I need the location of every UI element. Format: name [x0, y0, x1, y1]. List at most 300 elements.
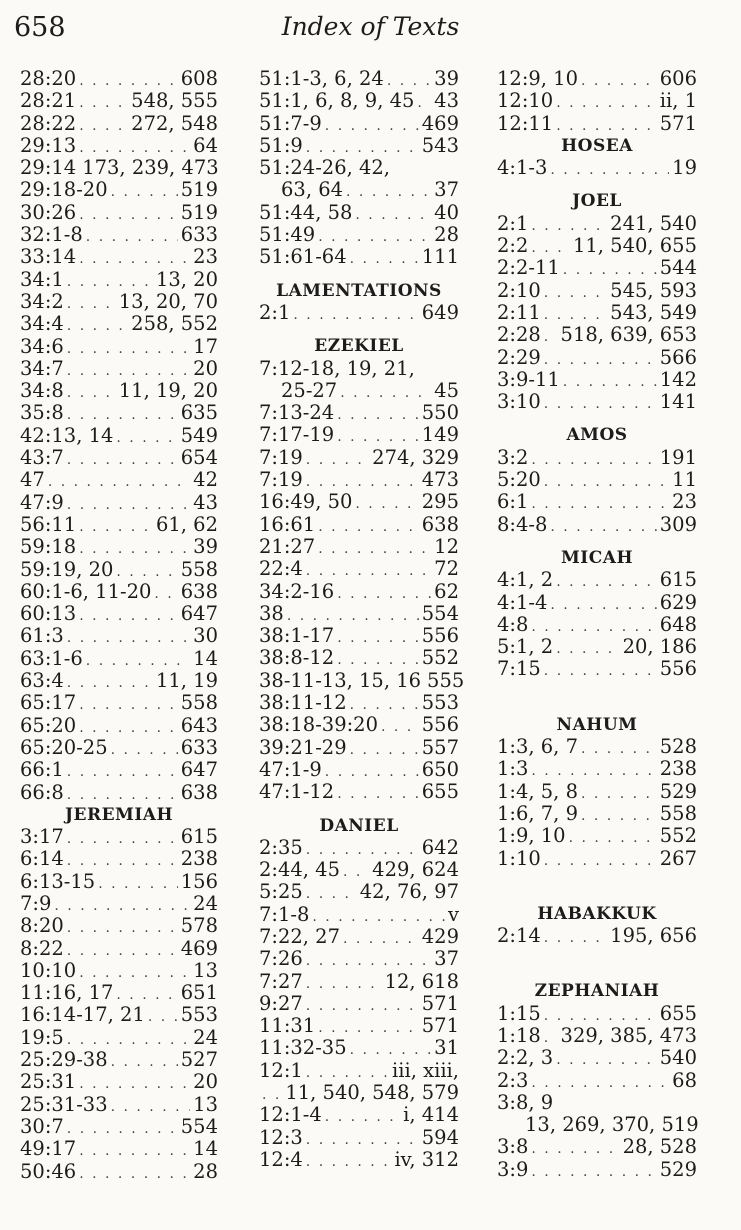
dot-leader	[79, 1140, 190, 1162]
page-references: 23	[672, 490, 697, 514]
book-heading: LAMENTATIONS	[276, 280, 442, 301]
verse-reference: 16:14-17, 21	[20, 1003, 145, 1027]
verse-reference: 8:20	[20, 914, 64, 938]
index-entry	[259, 224, 459, 246]
index-entry	[497, 569, 697, 591]
page-references: 650	[421, 757, 459, 781]
index-entry	[20, 1094, 218, 1116]
index-entry	[259, 558, 459, 580]
verse-reference: 1:3	[497, 757, 529, 781]
dot-leader	[531, 1138, 619, 1160]
page-references: 149	[421, 423, 459, 447]
index-entry	[20, 447, 218, 469]
page-references: 558	[180, 691, 218, 715]
verse-reference: 1:18	[497, 1023, 541, 1047]
page-references: 543	[421, 133, 459, 157]
page-references: 594	[421, 1125, 459, 1149]
section-spacer	[497, 681, 697, 714]
index-entry	[20, 625, 218, 647]
dot-leader	[67, 784, 178, 806]
verse-reference: 51:24-26, 42,	[259, 156, 391, 180]
verse-reference: 2:14	[497, 924, 541, 948]
page-references: 142	[659, 367, 697, 391]
index-entry	[20, 960, 218, 982]
index-entry	[497, 302, 697, 324]
page-references: 39	[434, 67, 459, 90]
page-references: 557	[421, 735, 459, 759]
page-references: 11, 19	[155, 669, 218, 693]
verse-reference: 51:7-9	[259, 111, 322, 135]
book-heading: JEREMIAH	[64, 804, 174, 825]
page-references: 37	[434, 947, 459, 971]
index-entry	[497, 491, 697, 513]
index-entry	[259, 68, 459, 90]
page-references: 12	[434, 534, 459, 558]
verse-reference: 51:1, 6, 8, 9, 45	[259, 89, 415, 113]
page-references: 267	[659, 846, 697, 870]
verse-reference: 47	[20, 468, 45, 492]
index-entry	[259, 625, 459, 647]
index-entry	[497, 1003, 697, 1025]
page-references: 429	[421, 924, 459, 948]
dot-leader	[111, 739, 178, 761]
verse-reference: 28:20	[20, 67, 77, 90]
page-references: 655	[659, 1001, 697, 1025]
verse-reference: 5:1, 2	[497, 635, 554, 659]
index-entry	[20, 759, 218, 781]
page-references: 14	[193, 1137, 218, 1161]
page-references: 528	[659, 735, 697, 759]
verse-reference: 2:28	[497, 323, 541, 347]
index-entry	[259, 135, 459, 157]
dot-leader	[544, 326, 558, 348]
verse-reference: 7:26	[259, 947, 303, 971]
dot-leader	[306, 973, 382, 995]
page-references: 473	[421, 468, 459, 492]
verse-reference: 7:9	[20, 891, 52, 915]
dot-leader	[531, 493, 669, 515]
page-references: 649	[421, 300, 459, 324]
page-references: 45	[434, 378, 459, 402]
book-heading: MICAH	[560, 547, 634, 568]
index-entry	[20, 179, 218, 201]
verse-reference: 3:9	[497, 1157, 529, 1181]
page-references: 629	[659, 590, 697, 614]
page-references: 23	[193, 245, 218, 269]
page-references: 527	[180, 1048, 218, 1072]
dot-leader	[67, 627, 190, 649]
verse-reference: 66:1	[20, 758, 64, 782]
index-entry	[259, 581, 459, 603]
verse-reference: 66:8	[20, 780, 64, 804]
index-entry	[20, 915, 218, 937]
index-entry	[497, 825, 697, 847]
index-entry	[497, 592, 697, 614]
index-entry	[20, 157, 218, 179]
verse-reference: 1:3, 6, 7	[497, 735, 578, 759]
verse-reference: 2:2	[497, 234, 529, 258]
index-entry	[497, 347, 697, 369]
page-references: 553	[180, 1003, 218, 1027]
index-entry	[20, 358, 218, 380]
verse-reference: 6:13-15	[20, 869, 96, 893]
index-entry	[497, 113, 697, 135]
index-entry	[259, 380, 459, 402]
page-references: 329, 385, 473	[560, 1023, 697, 1047]
page-references: 13, 269, 370, 519	[525, 1113, 699, 1137]
page-references: 556	[421, 624, 459, 648]
verse-reference: 4:1-3	[497, 156, 548, 180]
index-entry	[497, 235, 697, 257]
page-references: 429, 624	[372, 858, 459, 882]
verse-reference: 6:1	[497, 490, 529, 514]
index-entry	[259, 1104, 459, 1126]
index-entry	[497, 257, 697, 279]
dot-leader	[67, 761, 178, 783]
dot-leader	[325, 761, 419, 783]
index-entry	[20, 1116, 218, 1138]
verse-reference: 47:1-12	[259, 780, 335, 804]
verse-reference: 12:1-4	[259, 1103, 322, 1127]
index-entry	[259, 1149, 459, 1171]
page-references: 651	[180, 981, 218, 1005]
page-number: 658	[14, 12, 66, 43]
verse-reference: 7:27	[259, 969, 303, 993]
verse-reference: 5:25	[259, 880, 303, 904]
verse-reference: 29:14	[20, 156, 77, 180]
index-entry	[259, 647, 459, 669]
page-references: 11, 540, 548, 579	[285, 1081, 459, 1105]
verse-reference: 47:9	[20, 490, 64, 514]
dot-leader	[306, 995, 419, 1017]
dot-leader	[531, 449, 656, 471]
page-references: 608	[180, 67, 218, 90]
dot-leader	[79, 1163, 190, 1185]
dot-leader	[111, 1096, 191, 1118]
index-entry	[259, 1082, 459, 1104]
index-entry	[497, 280, 697, 302]
page-references: 558	[180, 557, 218, 581]
index-entry	[259, 246, 459, 268]
index-entry	[259, 1060, 459, 1082]
page-references: 24	[193, 1025, 218, 1049]
index-entry	[20, 113, 218, 135]
page-references: 72	[434, 557, 459, 581]
page-references: 274, 329	[372, 445, 459, 469]
page-references: 552	[421, 646, 459, 670]
page-references: 635	[180, 401, 218, 425]
dot-leader	[67, 338, 190, 360]
index-entry	[259, 90, 459, 112]
index-entry	[20, 938, 218, 960]
verse-reference: 34:7	[20, 356, 64, 380]
page-references: 42	[193, 468, 218, 492]
page-references: 272, 548	[131, 111, 218, 135]
index-entry	[259, 759, 459, 781]
page-references: 543, 549	[610, 300, 697, 324]
index-column-1	[20, 68, 218, 1183]
page-references: 43	[434, 89, 459, 113]
verse-reference: 1:9, 10	[497, 824, 566, 848]
dot-leader	[544, 850, 657, 872]
dot-leader	[306, 883, 357, 905]
index-entry	[259, 402, 459, 424]
index-entry	[259, 469, 459, 491]
page-references: 20	[193, 1070, 218, 1094]
page-references: 566	[659, 345, 697, 369]
book-heading: NAHUM	[556, 714, 638, 735]
dot-leader	[67, 940, 178, 962]
index-entry	[259, 993, 459, 1015]
dot-leader	[343, 928, 419, 950]
verse-reference: 9:27	[259, 991, 303, 1015]
verse-reference: 21:27	[259, 534, 316, 558]
page-references: 549	[180, 423, 218, 447]
verse-reference: 51:61-64	[259, 245, 347, 269]
verse-reference: 1:10	[497, 846, 541, 870]
verse-reference: 11:32-35	[259, 1036, 347, 1060]
dot-leader	[67, 828, 178, 850]
index-entry	[20, 1027, 218, 1049]
page-references: 553	[421, 691, 459, 715]
verse-reference: 2:35	[259, 835, 303, 859]
page-references: 13, 20, 70	[118, 289, 218, 313]
verse-reference: 28:22	[20, 111, 77, 135]
page-references: 638	[421, 512, 459, 536]
index-entry	[20, 402, 218, 424]
dot-leader	[67, 1118, 178, 1140]
index-entry	[497, 848, 697, 870]
page-references: i, 414	[403, 1103, 459, 1127]
verse-reference: 25:31-33	[20, 1092, 108, 1116]
page-references: 654	[180, 446, 218, 470]
page-references: iii, xiii,	[391, 1058, 459, 1082]
running-title: Index of Texts	[281, 12, 460, 41]
page-references: 13	[193, 1092, 218, 1116]
page-references: 558	[659, 801, 697, 825]
index-entry	[20, 737, 218, 759]
dot-leader	[111, 1051, 178, 1073]
index-entry	[20, 1138, 218, 1160]
page-references: 19	[672, 156, 697, 180]
dot-leader	[116, 427, 177, 449]
index-entry	[20, 224, 218, 246]
verse-reference: 2:1	[259, 300, 291, 324]
page-references: 633	[180, 735, 218, 759]
verse-reference: 56:11	[20, 512, 77, 536]
verse-reference: 29:13	[20, 133, 77, 157]
page-references: 571	[421, 1014, 459, 1038]
index-entry	[259, 881, 459, 903]
page-references: 556	[659, 657, 697, 681]
page-references: 556	[421, 713, 459, 737]
verse-reference: 38:18-39:20	[259, 713, 378, 737]
verse-reference: 4:1-4	[497, 590, 548, 614]
verse-reference: 2:44, 45	[259, 858, 340, 882]
dot-leader	[544, 927, 607, 949]
index-entry	[259, 859, 459, 881]
section-spacer	[497, 947, 697, 980]
page-references: 578	[180, 914, 218, 938]
dot-leader	[550, 516, 656, 538]
page-references: 554	[421, 601, 459, 625]
dot-leader	[318, 538, 431, 560]
verse-reference: 8:4-8	[497, 512, 548, 536]
verse-reference: 38	[259, 601, 284, 625]
page-references: 191	[659, 445, 697, 469]
index-entry	[497, 758, 697, 780]
index-entry	[497, 636, 697, 658]
page-references: 42, 76, 97	[359, 880, 459, 904]
index-entry	[20, 536, 218, 558]
index-entry	[259, 737, 459, 759]
verse-reference: 34:4	[20, 312, 64, 336]
index-entry	[259, 781, 459, 803]
dot-leader	[337, 783, 419, 805]
page-references: 61, 62	[155, 512, 218, 536]
page-references: 241, 540	[610, 211, 697, 235]
index-entry	[497, 614, 697, 636]
page-references: 518, 639, 653	[560, 323, 697, 347]
book-heading: HOSEA	[561, 135, 633, 156]
index-entry	[497, 469, 697, 491]
index-entry	[20, 291, 218, 313]
dot-leader	[148, 1006, 178, 1028]
index-entry	[497, 213, 697, 235]
index-entry	[497, 803, 697, 825]
dot-leader	[544, 471, 669, 493]
index-entry	[20, 603, 218, 625]
page-references: 633	[180, 223, 218, 247]
index-entry	[20, 135, 218, 157]
page-references: 11, 540, 655	[572, 234, 697, 258]
verse-reference: 2:1	[497, 211, 529, 235]
book-heading: HABAKKUK	[537, 903, 657, 924]
page-references: 13, 20	[155, 267, 218, 291]
page-references: 68	[672, 1068, 697, 1092]
page-references: 540	[659, 1046, 697, 1070]
index-entry	[497, 925, 697, 947]
index-entry	[497, 68, 697, 90]
page-references: 548, 555	[131, 89, 218, 113]
index-entry	[20, 336, 218, 358]
index-entry	[259, 668, 465, 692]
dot-leader	[556, 638, 619, 660]
verse-reference: 34:2	[20, 289, 64, 313]
index-entry	[259, 904, 459, 926]
page-references: 643	[180, 713, 218, 737]
verse-reference: 4:8	[497, 612, 529, 636]
index-entry	[497, 658, 697, 680]
verse-reference: 60:1-6, 11-20	[20, 579, 152, 603]
index-entry	[20, 380, 218, 402]
dot-leader	[581, 805, 657, 827]
dot-leader	[355, 493, 418, 515]
index-entry	[20, 469, 218, 491]
page-references: 550	[421, 401, 459, 425]
dot-leader	[544, 282, 607, 304]
page-references: 62	[434, 579, 459, 603]
dot-leader	[581, 738, 657, 760]
index-entry	[20, 492, 218, 514]
index-entry	[497, 90, 697, 112]
dot-leader	[350, 248, 419, 270]
index-entry	[497, 324, 697, 346]
index-entry	[497, 781, 697, 803]
verse-reference: 65:20	[20, 713, 77, 737]
verse-reference: 2:11	[497, 300, 541, 324]
index-entry	[20, 1049, 218, 1071]
dot-leader	[67, 315, 128, 337]
index-entry	[497, 1159, 697, 1181]
dot-leader	[550, 159, 669, 181]
verse-reference: 38:11-12	[259, 691, 347, 715]
index-entry	[259, 971, 459, 993]
dot-leader	[67, 382, 116, 404]
page-references: 469	[180, 936, 218, 960]
section-spacer	[497, 870, 697, 903]
index-column-3	[497, 68, 697, 1181]
page-references: 638	[180, 579, 218, 603]
page-references: 13	[193, 958, 218, 982]
verse-reference: 50:46	[20, 1159, 77, 1183]
dot-leader	[325, 1106, 400, 1128]
verse-reference: 19:5	[20, 1025, 64, 1049]
index-entry	[20, 782, 218, 804]
dot-leader	[581, 70, 657, 92]
index-entry	[497, 1070, 697, 1092]
dot-leader	[67, 672, 153, 694]
book-heading: DANIEL	[319, 815, 399, 836]
verse-reference: 60:13	[20, 602, 77, 626]
dot-leader	[337, 627, 419, 649]
verse-reference: 59:19, 20	[20, 557, 114, 581]
dot-leader	[381, 716, 419, 738]
verse-reference: 49:17	[20, 1137, 77, 1161]
verse-reference: 5:20	[497, 468, 541, 492]
verse-reference: 63, 64	[281, 178, 344, 202]
page-references: 30	[193, 624, 218, 648]
dot-leader	[544, 349, 657, 371]
verse-reference: 6:14	[20, 847, 64, 871]
index-entry	[259, 948, 459, 970]
page-references: 258, 552	[131, 312, 218, 336]
dot-leader	[544, 393, 657, 415]
verse-reference: 12:4	[259, 1147, 303, 1171]
page-references: 31	[434, 1036, 459, 1060]
page-references: 544	[659, 256, 697, 280]
page-references: 606	[659, 67, 697, 90]
verse-reference: 7:13-24	[259, 401, 335, 425]
verse-reference: 12:9, 10	[497, 67, 578, 90]
verse-reference: 12:3	[259, 1125, 303, 1149]
dot-leader	[79, 694, 178, 716]
dot-leader	[67, 293, 116, 315]
index-entry	[20, 648, 218, 670]
dot-leader	[79, 115, 128, 137]
page-references: 141	[659, 390, 697, 414]
verse-reference: 38-11-13, 15, 16	[259, 668, 422, 692]
page-references: 28	[434, 223, 459, 247]
dot-leader	[556, 92, 657, 114]
page-references: 40	[434, 200, 459, 224]
index-entry	[259, 179, 459, 201]
dot-leader	[67, 917, 178, 939]
page-references: 555	[427, 668, 465, 692]
page-references: 20	[193, 356, 218, 380]
verse-reference: 35:8	[20, 401, 64, 425]
dot-leader	[550, 594, 656, 616]
